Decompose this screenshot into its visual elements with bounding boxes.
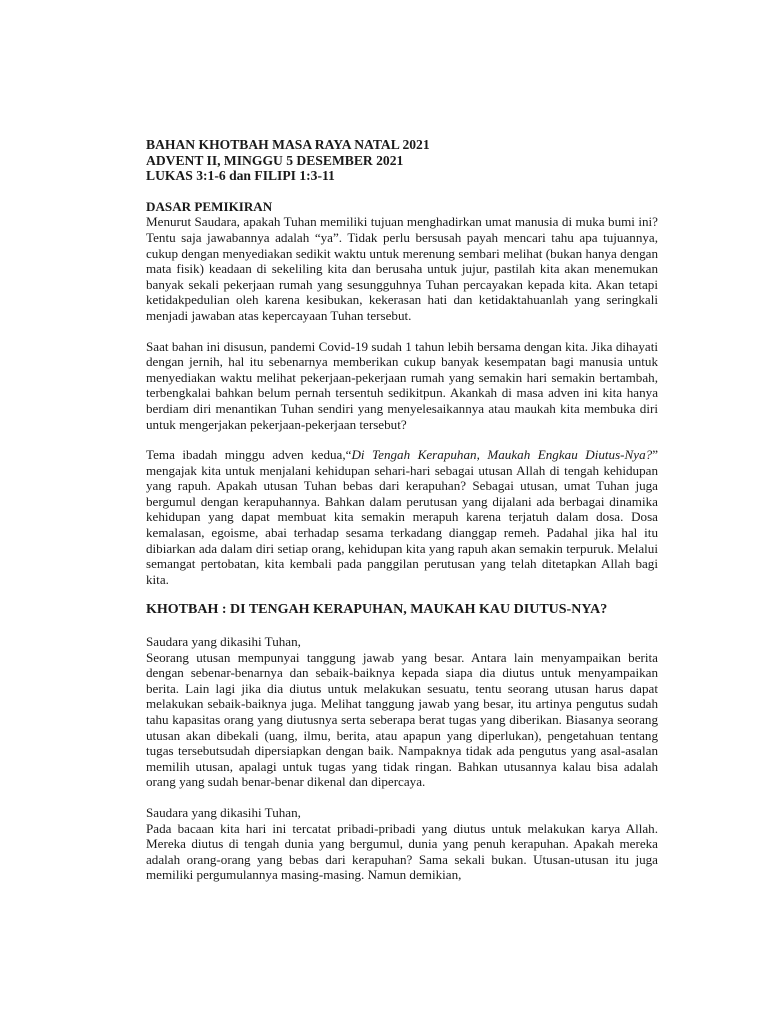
paragraph-dasar-2: Saat bahan ini disusun, pandemi Covid-19 sudah 1 tahun lebih bersama dengan kita. Jika dihayati dengan jernih, hal itu sebenarnya memberikan cukup banyak kesempatan bagi manusia untuk menyediakan waktu melihat pekerjaan-pekerjaan rumah yang semakin hari semakin bertambah, terbengkalai bahkan belum pernah tersentuh sedikitpun. Akankah di masa adven ini kita hanya berdiam diri menantikan Tuhan sendiri yang menyelesaikannya atau maukah kita membuka diri untuk mengerjakan pekerjaan-pekerjaan tersebut?: [146, 338, 658, 432]
section-heading-dasar: DASAR PEMIKIRAN: [146, 198, 273, 214]
section-heading-khotbah: KHOTBAH : DI TENGAH KERAPUHAN, MAUKAH KAU DIUTUS-NYA?: [146, 602, 608, 618]
salutation-1: Saudara yang dikasihi Tuhan,: [146, 634, 301, 650]
document-title-line-3: LUKAS 3:1-6 dan FILIPI 1:3-11: [146, 168, 335, 184]
paragraph-khotbah-2: Pada bacaan kita hari ini tercatat pribadi-pribadi yang diutus untuk melakukan karya Allah. Mereka diutus di tengah dunia yang bergumul, dunia yang penuh kerapuhan. Apakah mereka adalah orang-orang yang bebas dari kerapuhan? Sama sekali bukan. Utusan-utusan itu juga memiliki pergumulannya masing-masing. Namun demikian,: [146, 820, 658, 883]
salutation-2: Saudara yang dikasihi Tuhan,: [146, 804, 301, 820]
paragraph-dasar-1: Menurut Saudara, apakah Tuhan memiliki tujuan menghadirkan umat manusia di muka bumi ini? Tentu saja jawabannya adalah “ya”. Tidak perlu bersusah payah mencari tahu apa tujuannya, cukup dengan menyediakan sedikit waktu untuk merenung sembari melihat (bukan hanya dengan mata fisik) keadaan di sekeliling kita dan berusaha untuk jujur, pastilah kita akan menemukan banyak sekali pekerjaan rumah yang sesungguhnya Tuhan percayakan kepada kita. Akan tetapi ketidakpedulian oleh karena kesibukan, kekerasan hati dan ketidaktahuanlah yang seringkali menjadi jawaban atas kepercayaan Tuhan tersebut.: [146, 214, 658, 323]
document-title-line-2: ADVENT II, MINGGU 5 DESEMBER 2021: [146, 152, 404, 168]
paragraph-dasar-3: [146, 447, 658, 587]
theme-body-text: ” mengajak kita untuk menjalani kehidupan sehari-hari sebagai utusan Allah di tengah kehidupan yang rapuh. Apakah utusan Tuhan bebas dari kerapuhan? Sebagai utusan, umat Tuhan juga bergumul dengan kerapuhannya. Bahkan dalam perutusan yang dijalani ada berbagai dinamika kehidupan yang dapat membuat kita semakin merapuh karena terjatuh dalam dosa. Dosa kemalasan, egoisme, abai terhadap sesama terkadang dianggap remeh. Padahal jika hal itu dibiarkan ada dalam diri setiap orang, kehidupan kita yang rapuh akan semakin terpuruk. Melalui semangat pertobatan, kita kembali pada panggilan perutusan yang telah ditetapkan Allah bagi kita.: [146, 447, 658, 587]
paragraph-khotbah-1: Seorang utusan mempunyai tanggung jawab yang besar. Antara lain menyampaikan berita dengan sebenar-benarnya dan sebaik-baiknya kepada siapa dia diutus untuk menyampaikan berita. Lain lagi jika dia diutus untuk melakukan sesuatu, tentu seorang utusan harus dapat melakukan sebaik-baiknya juga. Melihat tanggung jawab yang besar, itu artinya pengutus sudah tahu kapasitas orang yang diutusnya serta seberapa berat tugas yang diberikan. Biasanya seorang utusan akan dibekali (uang, ilmu, berita, atau apapun yang diperlukan), pengetahuan tentang tugas tersebutsudah dipersiapkan dengan baik. Nampaknya tidak ada pengutus yang asal-asalan memilih utusan, apalagi untuk tugas yang tidak ringan. Bahkan utusannya kalau bisa adalah orang yang sudah benar-benar dikenal dan dipercaya.: [146, 649, 658, 790]
document-page: [146, 137, 658, 883]
theme-intro-text: Tema ibadah minggu adven kedua,“: [146, 447, 352, 463]
document-title-line-1: BAHAN KHOTBAH MASA RAYA NATAL 2021: [146, 137, 430, 152]
theme-title-italic: Di Tengah Kerapuhan, Maukah Engkau Diutus-Nya?: [351, 447, 653, 463]
